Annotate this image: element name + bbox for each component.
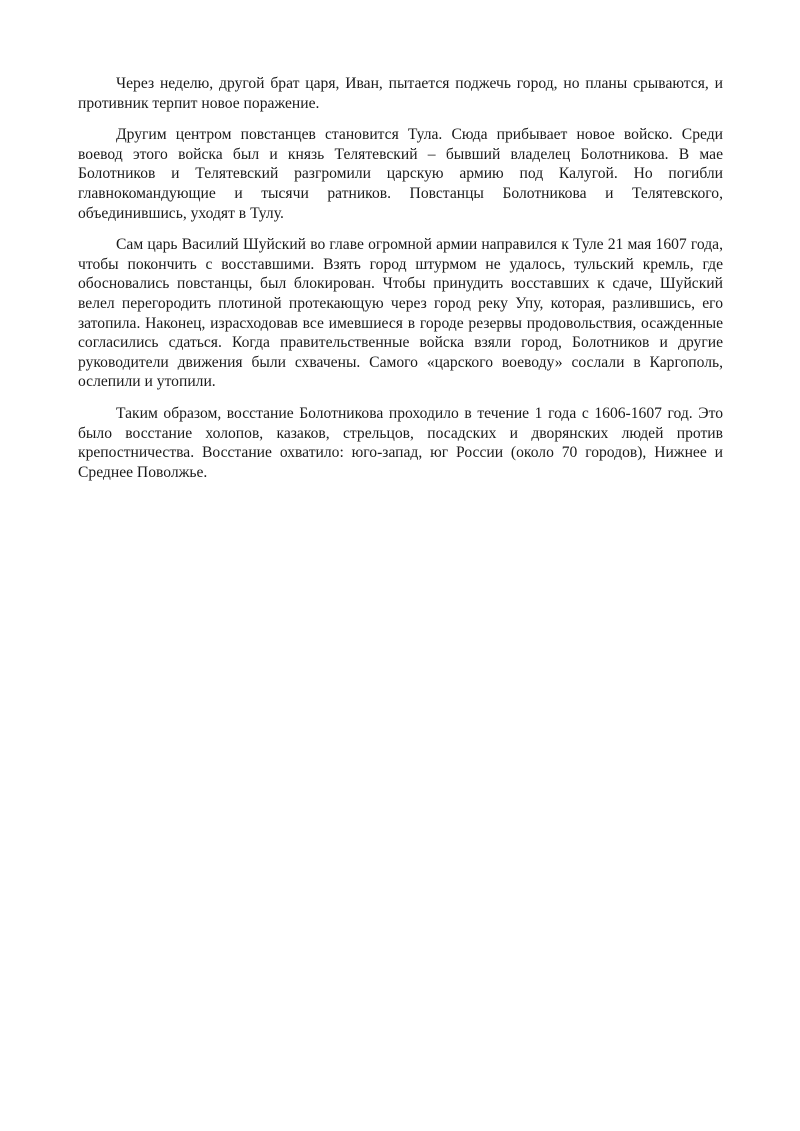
paragraph-3: Сам царь Василий Шуйский во главе огромной армии направился к Туле 21 мая 1607 года, чтобы покончить с восставшими. Взять город штурмом не удалось, тульский кремль, где обосновались повстанцы, был блокирован. Чтобы принудить восставших к сдаче, Шуйский велел перегородить плотиной протекающую через город реку Упу, которая, разлившись, его затопила. Наконец, израсходовав все имевшиеся в городе резервы продовольствия, осажденные согласились сдаться. Когда правительственные войска взяли город, Болотников и другие руководители движения были схвачены. Самого «царского воеводу» сослали в Каргополь, ослепили и утопили. (78, 236, 723, 391)
paragraph-1: Через неделю, другой брат царя, Иван, пытается поджечь город, но планы срываются, и противник терпит новое поражение. (78, 75, 723, 112)
document-body (78, 74, 723, 494)
paragraph-4: Таким образом, восстание Болотникова проходило в течение 1 года с 1606-1607 год. Это было восстание холопов, казаков, стрельцов, посадских и дворянских людей против крепостничества. Восстание охватило: юго-запад, юг России (около 70 городов), Нижнее и Среднее Поволжье. (78, 404, 723, 481)
paragraph-2: Другим центром повстанцев становится Тула. Сюда прибывает новое войско. Среди воевод этого войска был и князь Телятевский – бывший владелец Болотникова. В мае Болотников и Телятевский разгромили царскую армию под Калугой. Но погибли главнокомандующие и тысячи ратников. Повстанцы Болотникова и Телятевского, объединившись, уходят в Тулу. (78, 126, 723, 222)
